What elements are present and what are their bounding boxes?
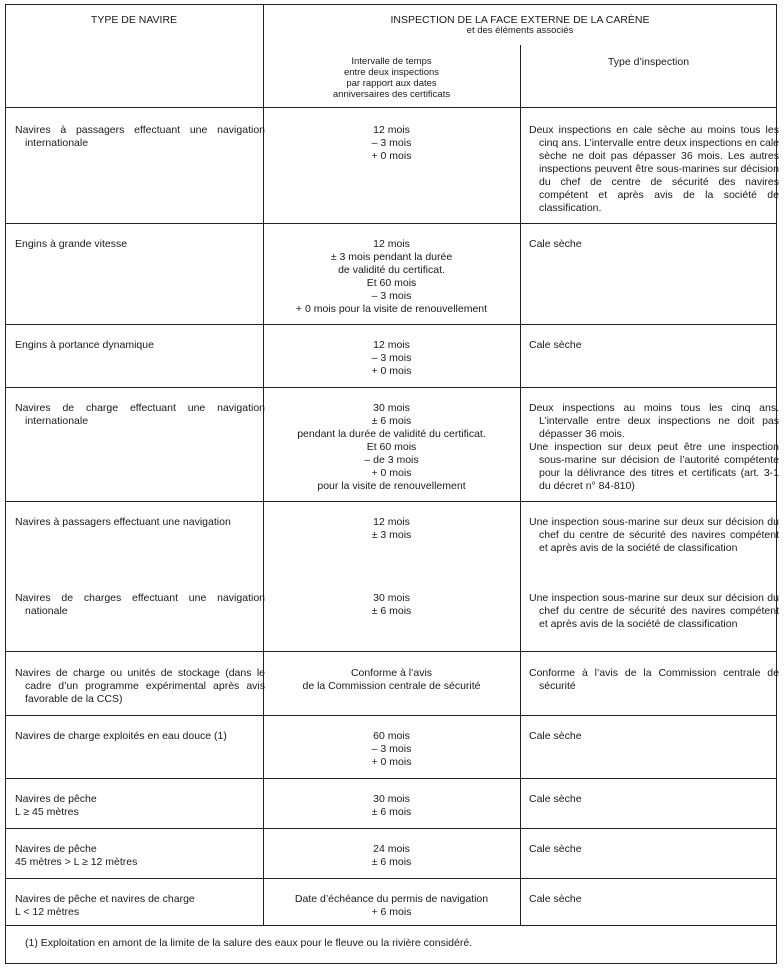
row-interval: 30 mois ± 6 mois pendant la durée de validité du certificat. Et 60 mois – de 3 mois + 0 mois pour la visite de renouvellement (297, 402, 486, 492)
row-type: Navires de charge effectuant une navigation internationale (15, 402, 265, 427)
row-interval: 12 mois – 3 mois + 0 mois (371, 339, 412, 377)
row-inspection: Conforme à l’avis de la Commission centrale de sécurité (529, 667, 779, 692)
row-type: Navires à passagers effectuant une navigation (15, 516, 231, 528)
row-inspection: Cale sèche (529, 339, 582, 351)
header-inspection-title: INSPECTION DE LA FACE EXTERNE DE LA CARÈNE (390, 14, 650, 26)
row-divider (5, 778, 777, 779)
row-inspection: Cale sèche (529, 843, 582, 855)
row-interval: 12 mois ± 3 mois pendant la durée de validité du certificat. Et 60 mois – 3 mois + 0 mois pour la visite de renouvellement (295, 238, 488, 315)
footnote: (1) Exploitation en amont de la limite de la salure des eaux pour le fleuve ou la rivière considéré. (25, 937, 473, 949)
row-inspection: Deux inspections au moins tous les cinq ans. L’intervalle entre deux inspections ne doit pas dépasser 36 mois. (529, 402, 779, 440)
row-type: Engins à grande vitesse (15, 238, 128, 250)
row-type: Navires de pêche 45 mètres > L ≥ 12 mètres (15, 843, 138, 868)
row-interval: 30 mois ± 6 mois (371, 793, 412, 818)
row-interval: 30 mois ± 6 mois (371, 592, 412, 617)
row-inspection: Une inspection sous-marine sur deux sur décision du chef du centre de sécurité des navires compétent et après avis de la société de classification (529, 516, 779, 554)
row-interval: 24 mois ± 6 mois (371, 843, 412, 868)
row-type: Navires de pêche L ≥ 45 mètres (15, 793, 97, 818)
row-inspection: Cale sèche (529, 730, 582, 742)
row-divider (5, 828, 777, 829)
row-divider (5, 878, 777, 879)
header-type-de-navire: TYPE DE NAVIRE (90, 14, 178, 26)
row-divider (5, 223, 777, 224)
row-inspection: Une inspection sur deux peut être une inspection sous-marine sur décision de l’autorité compétente pour la délivrance des titres et certificats (art. 3-1 du décret n° 84-810) (529, 441, 779, 492)
row-inspection: Une inspection sous-marine sur deux sur décision du chef du centre de sécurité des navires compétent et après avis de la société de classification (529, 592, 779, 630)
row-inspection: Cale sèche (529, 238, 582, 250)
row-interval: Conforme à l’avis de la Commission centrale de sécurité (302, 667, 481, 692)
header-type-inspection: Type d’inspection (607, 56, 690, 68)
header-intervalle: Intervalle de temps entre deux inspections par rapport aux dates anniversaires des certificats (332, 56, 451, 100)
row-divider (5, 387, 777, 388)
row-interval: 12 mois ± 3 mois (371, 516, 412, 541)
row-type: Navires de charge exploités en eau douce (1) (15, 730, 227, 742)
row-divider (5, 925, 777, 926)
column-divider-2 (520, 45, 521, 925)
row-interval: Date d’échéance du permis de navigation + 6 mois (294, 893, 489, 918)
row-inspection: Deux inspections en cale sèche au moins tous les cinq ans. L’intervalle entre deux inspections en cale sèche ne doit pas dépasser 36 mois. Les autres inspections peuvent être sous-marines sur décision du chef de centre de sécurité des navires compétent et après avis de la société de classification. (529, 124, 779, 214)
row-inspection: Cale sèche (529, 793, 582, 805)
row-type: Navires de charges effectuant une navigation nationale (15, 592, 265, 617)
row-divider (5, 651, 777, 652)
row-type: Navires à passagers effectuant une navigation internationale (15, 124, 265, 149)
row-inspection: Cale sèche (529, 893, 582, 905)
row-type: Navires de pêche et navires de charge L < 12 mètres (15, 893, 195, 918)
row-divider (5, 501, 777, 502)
row-divider (5, 715, 777, 716)
row-interval: 12 mois – 3 mois + 0 mois (371, 124, 412, 162)
row-interval: 60 mois – 3 mois + 0 mois (371, 730, 412, 768)
row-type: Navires de charge ou unités de stockage (dans le cadre d’un programme expérimental après avis favorable de la CCS) (15, 667, 265, 705)
row-type: Engins à portance dynamique (15, 339, 154, 351)
row-divider (5, 324, 777, 325)
row-divider (5, 107, 777, 108)
header-inspection-subtitle: et des éléments associés (466, 25, 574, 36)
